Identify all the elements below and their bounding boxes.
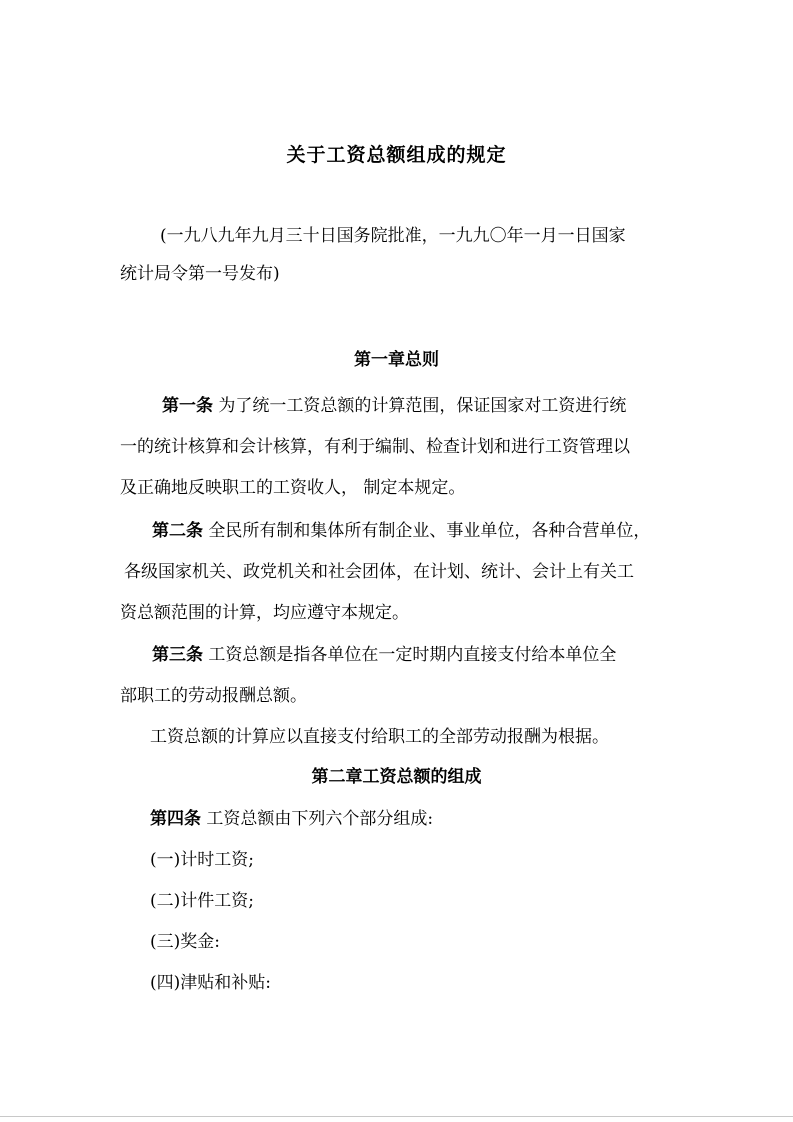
list-item: (四)津贴和补贴: [150,973,271,993]
chapter-1-heading: 第一章总则 [354,350,439,370]
article-2-line-1 [152,516,650,541]
document-title: 关于工资总额组成的规定 [286,144,507,166]
list-item: (三)奖金: [150,932,220,952]
publication-note-line-2: 统计局令第一号发布) [120,264,280,284]
article-1-text-1: 为了统一工资总额的计算范围，保证国家对工资进行统 [213,396,627,416]
article-3-line-2: 部职工的劳动报酬总额。 [120,686,307,706]
article-4-text-1: 工资总额由下列六个部分组成: [201,809,434,829]
article-3-paragraph-2: 工资总额的计算应以直接支付给职工的全部劳动报酬为根据。 [150,727,609,747]
article-2-line-3: 资总额范围的计算，均应遵守本规定。 [120,603,409,623]
list-item: (一)计时工资; [150,850,254,870]
article-1-line-1 [162,391,626,416]
page-bottom-divider [0,1116,793,1117]
article-2-text-1: 全民所有制和集体所有制企业、事业单位，各种合营单位， [203,521,651,541]
article-1-line-2: 一的统计核算和会计核算，有利于编制、检查计划和进行工资管理以 [120,437,630,457]
list-item: (二)计件工资; [150,891,254,911]
article-3-text-1: 工资总额是指各单位在一定时期内直接支付给本单位全 [203,645,617,665]
article-3-line-1 [152,640,616,665]
article-1-line-3: 及正确地反映职工的工资收人， 制定本规定。 [120,478,466,498]
article-2-label: 第二条 [152,521,203,541]
article-2-line-2: 各级国家机关、政党机关和社会团体，在计划、统计、会计上有关工 [124,562,634,582]
article-1-label: 第一条 [162,396,213,416]
publication-note-line-1: (一九八九年九月三十日国务院批准，一九九〇年一月一日国家 [160,226,626,246]
article-4-line-1 [150,804,433,829]
article-3-label: 第三条 [152,645,203,665]
article-4-label: 第四条 [150,809,201,829]
chapter-2-heading: 第二章工资总额的组成 [311,767,482,787]
